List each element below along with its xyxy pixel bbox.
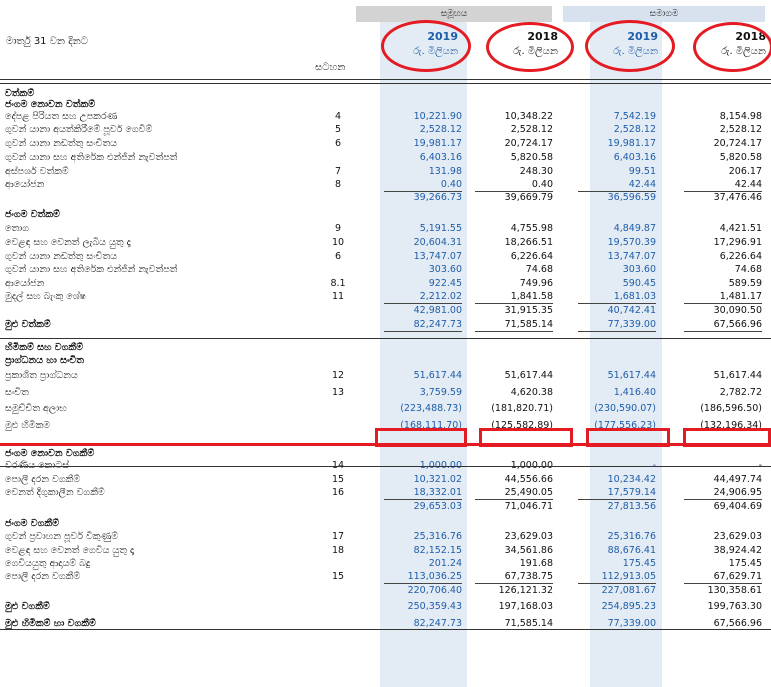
value-cell: 8,154.98 [719,111,762,122]
annotation-oval [486,22,574,72]
value-cell: 130,358.61 [707,585,762,596]
section-header [0,517,771,530]
table-row [0,318,771,331]
value-cell: 4,620.38 [510,387,553,398]
row-label: ගුවන් යානා නඩත්තු සංචිතය [5,138,117,149]
note-ref: 8 [334,179,342,190]
value-cell: 67,566.96 [713,618,762,629]
row-label: ප්‍රකාශිත ප්‍රාග්ධනය [5,370,78,381]
table-row [0,473,771,486]
row-label: මුළු හිමිකම් හා වගකීම් [5,618,96,629]
row-label: ජංගම නොවන වත්කම් [5,99,96,110]
value-cell: 0.40 [384,178,462,192]
section-header [0,208,771,221]
value-cell: (230,590.07) [594,403,656,414]
table-row [0,178,771,191]
note-ref: 9 [334,223,342,234]
value-cell: 20,724.17 [713,138,762,149]
company-header: සමාගම [563,6,765,22]
value-cell: 1,681.03 [578,290,656,304]
value-cell: 23,629.03 [504,531,553,542]
table-row [0,137,771,150]
value-cell: 4,755.98 [510,223,553,234]
note-ref: 5 [334,124,342,135]
value-cell: 19,570.39 [607,237,656,248]
year-group-2018: 2018 [527,30,558,43]
table-row [0,165,771,178]
note-ref: 7 [334,166,342,177]
annotation-box [479,428,573,447]
value-cell: 31,915.35 [504,305,553,316]
value-cell: 51,617.44 [713,370,762,381]
value-cell: 248.30 [519,166,553,177]
row-label: සංචිත [5,387,29,398]
value-cell: 74.68 [525,264,553,275]
value-cell: 39,669.79 [504,192,553,203]
value-cell: 69,404.69 [713,501,762,512]
value-cell: 1,481.17 [684,290,762,304]
year-group-2019: 2019 [427,30,458,43]
value-cell: (181,820.71) [491,403,553,414]
value-cell: 749.96 [519,278,553,289]
value-cell: 42.44 [578,178,656,192]
value-cell: 67,629.71 [684,570,762,584]
value-cell: 39,266.73 [413,192,462,203]
value-cell: 44,497.74 [713,474,762,485]
row-label: ජංගම නොවන වගකීම් [5,448,95,459]
note-ref: 12 [331,370,345,381]
value-cell: 25,316.76 [413,531,462,542]
table-row [0,277,771,290]
value-cell: 922.45 [428,278,462,289]
note-ref: 10 [331,237,345,248]
value-cell: 82,247.73 [384,318,462,332]
table-row [0,570,771,583]
note-ref: 16 [331,487,345,498]
row-label: ජංගම වගකීම් [5,518,59,529]
value-cell: 5,820.58 [510,152,553,163]
table-row [0,369,771,382]
value-cell: (177,556.23) [594,420,656,431]
header-rule [0,79,771,80]
row-label: මුළු හිමිකම [5,420,51,431]
value-cell: 71,585.14 [504,618,553,629]
table-row [0,110,771,123]
row-label: සමුච්චිත අලාභ [5,403,67,414]
value-cell: 38,924.42 [713,545,762,556]
table-row [0,236,771,249]
note-ref: 14 [331,460,345,471]
row-label: වෙළඳ සහ වෙනත් ගෙවිය යුතු දෑ [5,545,135,556]
row-label: වෙනත් දිගුකාලීන වගකීම් [5,487,105,498]
value-cell: 34,561.86 [504,545,553,556]
row-label: ගුවන් යානා සහ අතිරේක එන්ජින් නැවත්පත් [5,264,178,275]
value-cell: 5,191.55 [419,223,462,234]
row-label: වෙළඳ සහ වෙනත් ලැබිය යුතු දෑ [5,237,131,248]
value-cell: 29,653.03 [413,501,462,512]
value-cell: 191.68 [519,558,553,569]
note-ref: 13 [331,387,345,398]
value-cell: 74.68 [734,264,762,275]
year-company-2018: 2018 [735,30,766,43]
year-company-2019: 2019 [627,30,658,43]
value-cell: 175.45 [622,558,656,569]
value-cell: 201.24 [428,558,462,569]
row-label: ප්‍රාග්ධනය හා සංචිත [5,355,84,366]
row-label: අස්පර්ශ වත්කම් [5,166,69,177]
annotation-oval [381,20,471,72]
value-cell: (223,488.73) [400,403,462,414]
value-cell: 71,046.71 [504,501,553,512]
value-cell: 51,617.44 [413,370,462,381]
table-row [0,222,771,235]
table-row [0,530,771,543]
value-cell: 5,820.58 [719,152,762,163]
row-label: තොග [5,223,30,234]
value-cell: 7,542.19 [613,111,656,122]
value-cell: 44,556.66 [504,474,553,485]
value-cell: 77,339.00 [607,618,656,629]
value-cell: 2,528.12 [510,124,553,135]
value-cell: 18,332.01 [384,486,462,500]
value-cell: 18,266.51 [504,237,553,248]
annotation-box [375,428,467,447]
value-cell: 82,152.15 [413,545,462,556]
value-cell: 1,416.40 [613,387,656,398]
row-label: ගුවන් යානා අයත්කිරීමේ පූර්ව ගෙවීම් [5,124,153,135]
value-cell: 2,212.02 [384,290,462,304]
value-cell: 4,421.51 [719,223,762,234]
note-ref: 6 [334,138,342,149]
value-cell: 250,359.43 [407,601,462,612]
note-ref: 15 [331,474,345,485]
value-cell: 0.40 [475,178,553,192]
table-row [0,263,771,276]
section-rule [0,83,771,84]
value-cell: 25,316.76 [607,531,656,542]
unit-group-2018: රු. මිලියන [513,46,558,57]
value-cell: 254,895.23 [601,601,656,612]
row-label: මුළු වගකීම් [5,601,50,612]
section-rule [0,466,771,467]
table-row [0,600,771,613]
value-cell: 112,913.05 [578,570,656,584]
value-cell: 590.45 [622,278,656,289]
value-cell: 113,036.25 [384,570,462,584]
annotation-box [683,428,771,447]
table-row [0,402,771,415]
value-cell: 36,596.59 [607,192,656,203]
value-cell: 126,121.32 [498,585,553,596]
value-cell: 10,221.90 [413,111,462,122]
value-cell: 206.17 [728,166,762,177]
value-cell: 51,617.44 [607,370,656,381]
unit-group-2019: රු. මිලියන [413,46,458,57]
value-cell: 197,168.03 [498,601,553,612]
row-label: වත්කම් [5,88,35,99]
value-cell: 77,339.00 [578,318,656,332]
value-cell: 1,841.58 [475,290,553,304]
value-cell: 6,226.64 [510,251,553,262]
value-cell: 20,724.17 [504,138,553,149]
annotation-oval [585,20,675,72]
note-ref: 18 [331,545,345,556]
value-cell: 4,849.87 [613,223,656,234]
value-cell: 303.60 [622,264,656,275]
row-label: ආයෝජන [5,278,45,289]
value-cell: 10,348.22 [504,111,553,122]
value-cell: 37,476.46 [713,192,762,203]
row-label: දේපළ පිරියත සහ උපකරණ [5,111,118,122]
section-header [0,354,771,367]
row-label: වරණිය කොටස් [5,460,70,471]
value-cell: 303.60 [428,264,462,275]
note-ref: 15 [331,571,345,582]
value-cell: (186,596.50) [700,403,762,414]
section-rule [0,629,771,630]
value-cell: 82,247.73 [413,618,462,629]
value-cell: (132,196.34) [700,420,762,431]
value-cell: 23,629.03 [713,531,762,542]
value-cell: 17,296.91 [713,237,762,248]
value-cell: 25,490.05 [475,486,553,500]
value-cell: 10,234.42 [607,474,656,485]
value-cell: 6,403.16 [419,152,462,163]
value-cell: - [758,460,762,471]
value-cell: 2,528.12 [419,124,462,135]
value-cell: 199,763.30 [707,601,762,612]
value-cell: 67,566.96 [684,318,762,332]
section-header [0,341,771,354]
group-header: සමූහය [356,6,552,22]
table-row [0,584,771,597]
value-cell: 42.44 [684,178,762,192]
table-row [0,386,771,399]
table-row [0,544,771,557]
date-label: මාර්තු 31 වන දිනට [6,36,88,47]
row-label: ගුවන් ප්‍රවාහන පූර්ව විකුණුම් [5,531,119,542]
value-cell: 24,906.95 [684,486,762,500]
value-cell: 2,528.12 [613,124,656,135]
row-label: ගෙවියයුතු ආදායම් බදු [5,558,91,569]
row-label: මුදල් සහ බැංකු ශේෂ [5,291,86,302]
value-cell: 589.59 [728,278,762,289]
row-label: පොලී දරන වගකීම් [5,571,81,582]
value-cell: 1,000.00 [419,460,462,471]
value-cell: 3,759.59 [419,387,462,398]
value-cell: 30,090.50 [713,305,762,316]
unit-company-2018: රු. මිලියන [721,46,766,57]
value-cell: 67,738.75 [475,570,553,584]
value-cell: 19,981.17 [607,138,656,149]
note-ref: 6 [334,251,342,262]
value-cell: 19,981.17 [413,138,462,149]
section-rule [0,338,771,339]
value-cell: 40,742.41 [607,305,656,316]
value-cell: 2,528.12 [719,124,762,135]
value-cell: 88,676.41 [607,545,656,556]
value-cell: 10,321.02 [413,474,462,485]
note-ref: 4 [334,111,342,122]
value-cell: 27,813.56 [607,501,656,512]
value-cell: 131.98 [428,166,462,177]
table-row [0,304,771,317]
value-cell: 1,000.00 [510,460,553,471]
row-label: මුළු වත්කම් [5,319,51,330]
table-row [0,151,771,164]
value-cell: 51,617.44 [504,370,553,381]
row-label: ආයෝජන [5,179,45,190]
table-row [0,500,771,513]
value-cell: - [652,460,656,471]
row-label: පොලී දරන වගකීම් [5,474,81,485]
value-cell: (168,111.70) [400,420,462,431]
value-cell: 6,403.16 [613,152,656,163]
unit-company-2019: රු. මිලියන [613,46,658,57]
value-cell: 20,604.31 [413,237,462,248]
table-row [0,486,771,499]
value-cell: 2,782.72 [719,387,762,398]
value-cell: 6,226.64 [719,251,762,262]
note-ref: 17 [331,531,345,542]
table-row [0,250,771,263]
table-row [0,191,771,204]
note-ref: 11 [331,291,345,302]
row-label: හිමිකම් සහ වගකීම් [5,342,83,353]
value-cell: 42,981.00 [413,305,462,316]
value-cell: 227,081.67 [601,585,656,596]
value-cell: 13,747.07 [413,251,462,262]
note-ref: 8.1 [330,278,346,289]
value-cell: 175.45 [728,558,762,569]
annotation-oval [693,22,771,72]
table-row [0,557,771,570]
row-label: ජංගම වත්කම් [5,209,60,220]
row-label: ගුවන් යානා නඩත්තු සංචිතය [5,251,117,262]
note-column-header: සටහන [315,62,346,73]
annotation-box [586,428,670,447]
table-row [0,123,771,136]
row-label: ගුවන් යානා සහ අතිරේක එන්ජින් නැවත්පත් [5,152,178,163]
value-cell: 71,585.14 [475,318,553,332]
value-cell: 13,747.07 [607,251,656,262]
value-cell: 17,579.14 [578,486,656,500]
value-cell: (125,582.89) [491,420,553,431]
table-row [0,290,771,303]
value-cell: 220,706.40 [407,585,462,596]
value-cell: 99.51 [628,166,656,177]
